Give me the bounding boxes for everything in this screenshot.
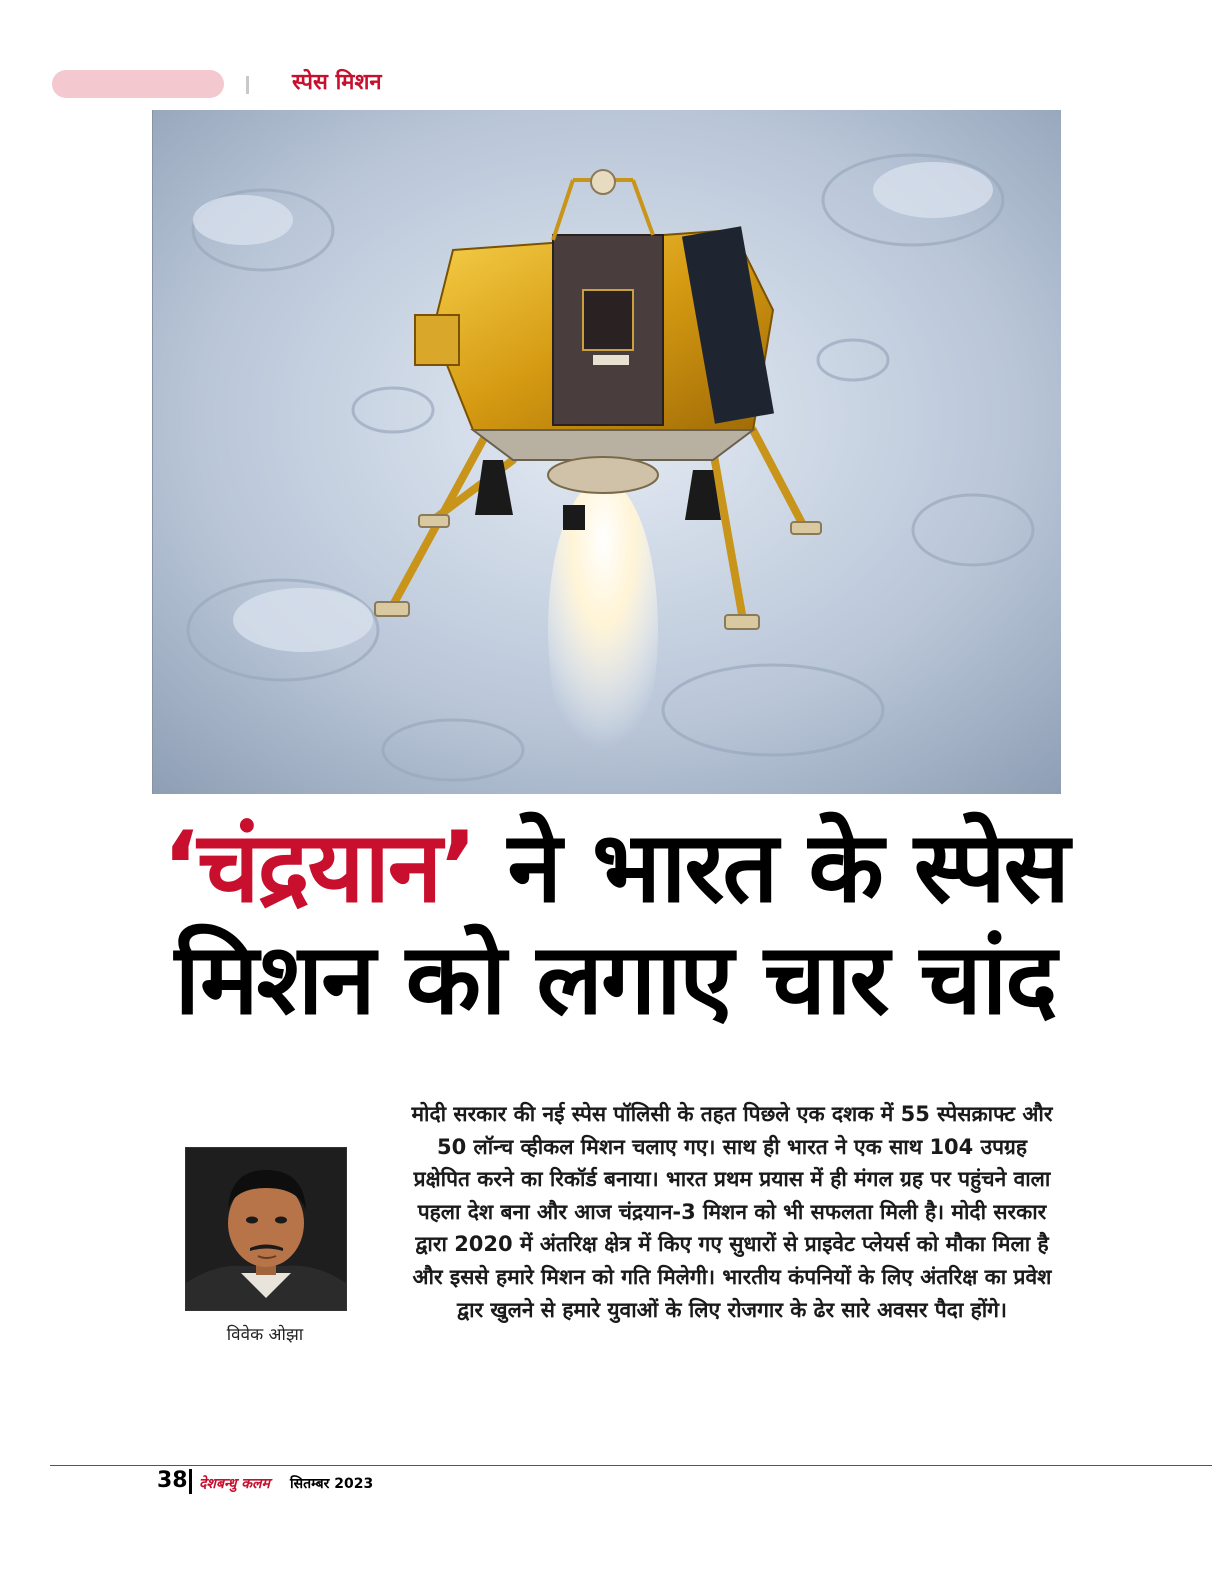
page-number: 38 <box>157 1468 188 1493</box>
section-tag-pill <box>52 70 224 98</box>
section-divider <box>246 76 249 94</box>
issue-date: सितम्बर 2023 <box>290 1476 374 1492</box>
footer-divider <box>189 1469 192 1494</box>
headline-highlight: चंद्रयान <box>197 811 441 925</box>
hero-image <box>152 110 1061 794</box>
footer-rule <box>50 1465 1212 1466</box>
author-name: विवेक ओझा <box>226 1325 304 1345</box>
author-portrait <box>186 1148 346 1310</box>
author-photo <box>185 1147 347 1311</box>
headline-line-1 <box>150 812 1080 924</box>
magazine-logo: देशबन्धु कलम <box>199 1476 270 1492</box>
headline <box>150 812 1080 1036</box>
section-label: स्पेस मिशन <box>292 70 382 95</box>
headline-quote-open: ‘ <box>162 811 198 925</box>
headline-line-1-rest: ने भारत के स्पेस <box>475 811 1068 925</box>
intro-paragraph: मोदी सरकार की नई स्पेस पॉलिसी के तहत पिछले एक दशक में 55 स्पेसक्राफ्ट और 50 लॉन्च व्हीकल मिशन चलाए गए। साथ ही भारत ने एक साथ 104 उपग्रह प्रक्षेपित करने का रिकॉर्ड बनाया। भारत प्रथम प्रयास में ही मंगल ग्रह पर पहुंचने वाला पहला देश बना और आज चंद्रयान-3 मिशन को भी सफलता मिली है। मोदी सरकार द्वारा 2020 में अंतरिक्ष क्षेत्र में किए गए सुधारों से प्राइवेट प्लेयर्स को मौका मिला है और इससे हमारे मिशन को गति मिलेगी। भारतीय कंपनियों के लिए अंतरिक्ष का प्रवेश द्वार खुलने से हमारे युवाओं के लिए रोजगार के ढेर सारे अवसर पैदा होंगे। <box>411 1102 1053 1322</box>
lander-illustration <box>153 110 1061 794</box>
headline-quote-close: ’ <box>440 811 476 925</box>
headline-line-2: मिशन को लगाए चार चांद <box>174 923 1056 1037</box>
